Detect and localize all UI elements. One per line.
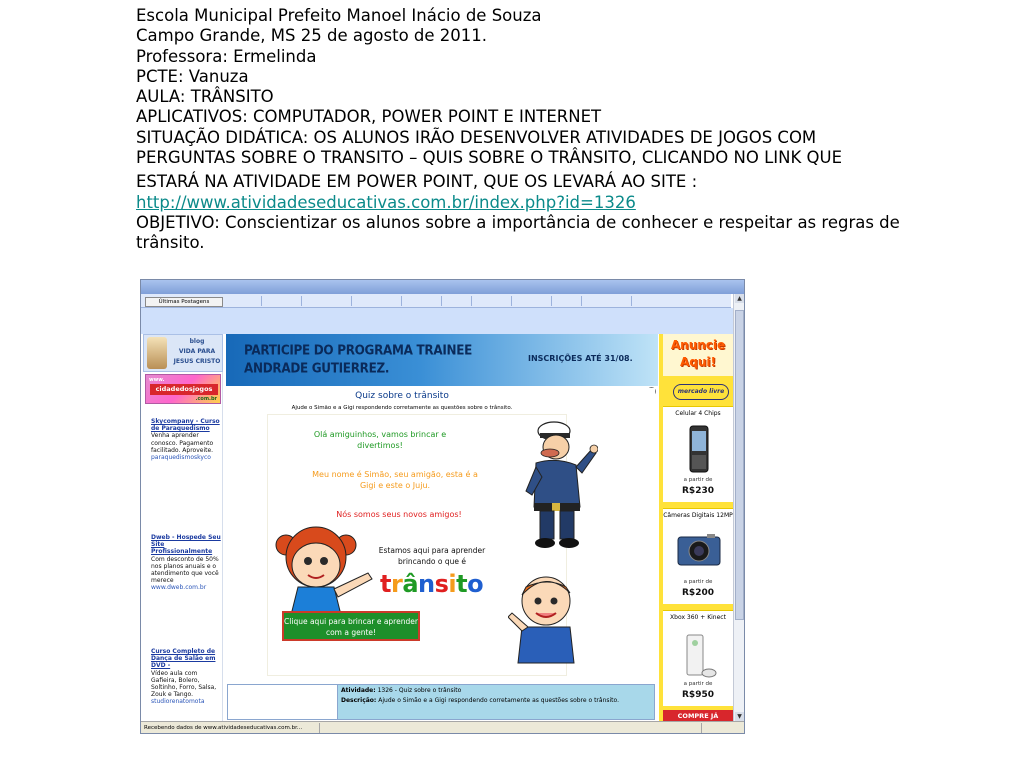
trainee-banner[interactable]: PARTICIPE DO PROGRAMA TRAINEE ANDRADE GUTIERREZ. INSCRIÇÕES ATÉ 31/08. bbox=[226, 334, 658, 386]
ad-item[interactable]: Skycompany - Curso de Paraquedismo Venha aprender conosco. Pagamento facilitado. Aproveite. paraquedismoskyco bbox=[151, 418, 220, 462]
product-card[interactable]: Celular 4 Chips a partir de R$230 bbox=[663, 406, 733, 502]
applications-line: APLICATIVOS: COMPUTADOR, POWER POINT E INTERNET bbox=[136, 107, 602, 127]
cellphone-icon bbox=[689, 425, 709, 473]
right-column bbox=[659, 334, 733, 722]
mercado-livre-logo[interactable]: mercado livre bbox=[673, 384, 729, 400]
quiz-subtitle: Ajude o Simão e a Gigi respondendo corretamente as questões sobre o trânsito. bbox=[291, 405, 513, 411]
games-banner[interactable]: www. cidadedosjogos .com.br bbox=[145, 374, 221, 404]
quiz-area bbox=[227, 388, 655, 684]
didactic-situation-line1: SITUAÇÃO DIDÁTICA: OS ALUNOS IRÃO DESENVOLVER ATIVIDADES DE JOGOS COM bbox=[136, 127, 817, 147]
buy-now-button[interactable]: COMPRE JÁ bbox=[663, 710, 733, 722]
transito-letter: s bbox=[434, 570, 449, 598]
status-bar bbox=[141, 721, 744, 734]
transito-letter: n bbox=[418, 570, 435, 598]
status-text: Recebendo dados de www.atividadeseducativas.com.br... bbox=[144, 725, 303, 731]
date-line: Campo Grande, MS 25 de agosto de 2011. bbox=[136, 26, 488, 46]
scroll-down-arrow-icon[interactable]: ▼ bbox=[735, 712, 744, 721]
latest-posts-button[interactable]: Últimas Postagens bbox=[145, 297, 223, 307]
play-button[interactable]: Clique aqui para brincar e aprender com a gente! bbox=[282, 611, 420, 641]
activity-label: Atividade: bbox=[341, 687, 376, 694]
pcte-line: PCTE: Vanuza bbox=[136, 66, 249, 86]
policeman-icon bbox=[520, 419, 598, 551]
didactic-situation-line2: PERGUNTAS SOBRE O TRANSITO – QUIS SOBRE O TRÂNSITO, CLICANDO NO LINK QUE bbox=[136, 148, 843, 168]
ad-item[interactable]: Curso Completo de Dança de Salão em DVD - Vídeo aula com Gafieira, Bolero, Soltinho, Forro, Salsa, Zouk e Tango. studiorenatomota bbox=[151, 648, 217, 706]
product-card[interactable]: Xbox 360 + Kinect a partir de R$950 bbox=[663, 610, 733, 706]
activity-value: 1326 - Quiz sobre o trânsito bbox=[377, 687, 462, 694]
activity-link[interactable]: http://www.atividadeseducativas.com.br/index.php?id=1326 bbox=[136, 192, 636, 212]
camera-icon bbox=[677, 533, 721, 567]
transito-letter: t bbox=[456, 570, 468, 598]
description-value: Ajude o Simão e a Gigi respondendo corretamente as questões sobre o trânsito. bbox=[378, 697, 619, 704]
scroll-up-arrow-icon[interactable]: ▲ bbox=[735, 294, 744, 303]
window-top-strip bbox=[141, 280, 744, 294]
transito-word bbox=[380, 570, 483, 598]
transito-letter: r bbox=[390, 570, 403, 598]
header-band bbox=[141, 308, 733, 334]
quiz-title: Quiz sobre o trânsito bbox=[355, 391, 449, 401]
lesson-line: AULA: TRÂNSITO bbox=[136, 87, 274, 107]
nav-row bbox=[141, 294, 731, 308]
transito-letter: â bbox=[402, 570, 419, 598]
school-name: Escola Municipal Prefeito Manoel Inácio de Souza bbox=[136, 6, 542, 25]
objective-text: OBJETIVO: Conscientizar os alunos sobre a importância de conhecer e respeitar as regras de trânsito. bbox=[136, 212, 900, 253]
product-card[interactable]: Câmeras Digitais 12MP a partir de R$200 bbox=[663, 508, 733, 604]
activity-info-panel bbox=[227, 684, 655, 720]
transito-letter: t bbox=[380, 570, 391, 598]
transito-letter: o bbox=[467, 570, 484, 598]
boy-icon bbox=[508, 573, 580, 665]
friends-text: Nós somos seus novos amigos! bbox=[336, 510, 462, 519]
slide-text bbox=[136, 6, 926, 254]
learn-text: Estamos aqui para aprender brincando o que é bbox=[378, 546, 486, 566]
left-column bbox=[141, 334, 223, 722]
scroll-thumb[interactable] bbox=[735, 310, 744, 620]
blog-banner[interactable]: blog VIDA PARA JESUS CRISTO bbox=[143, 334, 223, 372]
greeting-text: Olá amiguinhos, vamos brincar e divertimos! bbox=[313, 430, 447, 450]
didactic-situation-line3: ESTARÁ NA ATIVIDADE EM POWER POINT, QUE OS LEVARÁ AO SITE : bbox=[136, 172, 698, 192]
xbox-icon bbox=[681, 633, 717, 679]
description-label: Descrição: bbox=[341, 697, 377, 704]
ad-item[interactable]: Dweb - Hospede Seu Site Profissionalmente Com desconto de 50% nos planos anuais e o atendimento que você merece www.dweb.com.br bbox=[151, 534, 221, 592]
girl-icon bbox=[272, 515, 376, 625]
intro-text: Meu nome é Simão, seu amigão, esta é a Gigi e este o Juju. bbox=[312, 470, 478, 490]
browser-screenshot bbox=[140, 279, 745, 734]
quiz-stage bbox=[267, 414, 567, 676]
teacher-line: Professora: Ermelinda bbox=[136, 46, 317, 66]
jesus-image-icon bbox=[147, 337, 167, 369]
advertise-here-banner[interactable]: Anuncie Aqui! bbox=[663, 334, 733, 376]
transito-letter: i bbox=[448, 570, 457, 598]
scrollbar[interactable] bbox=[733, 294, 744, 721]
